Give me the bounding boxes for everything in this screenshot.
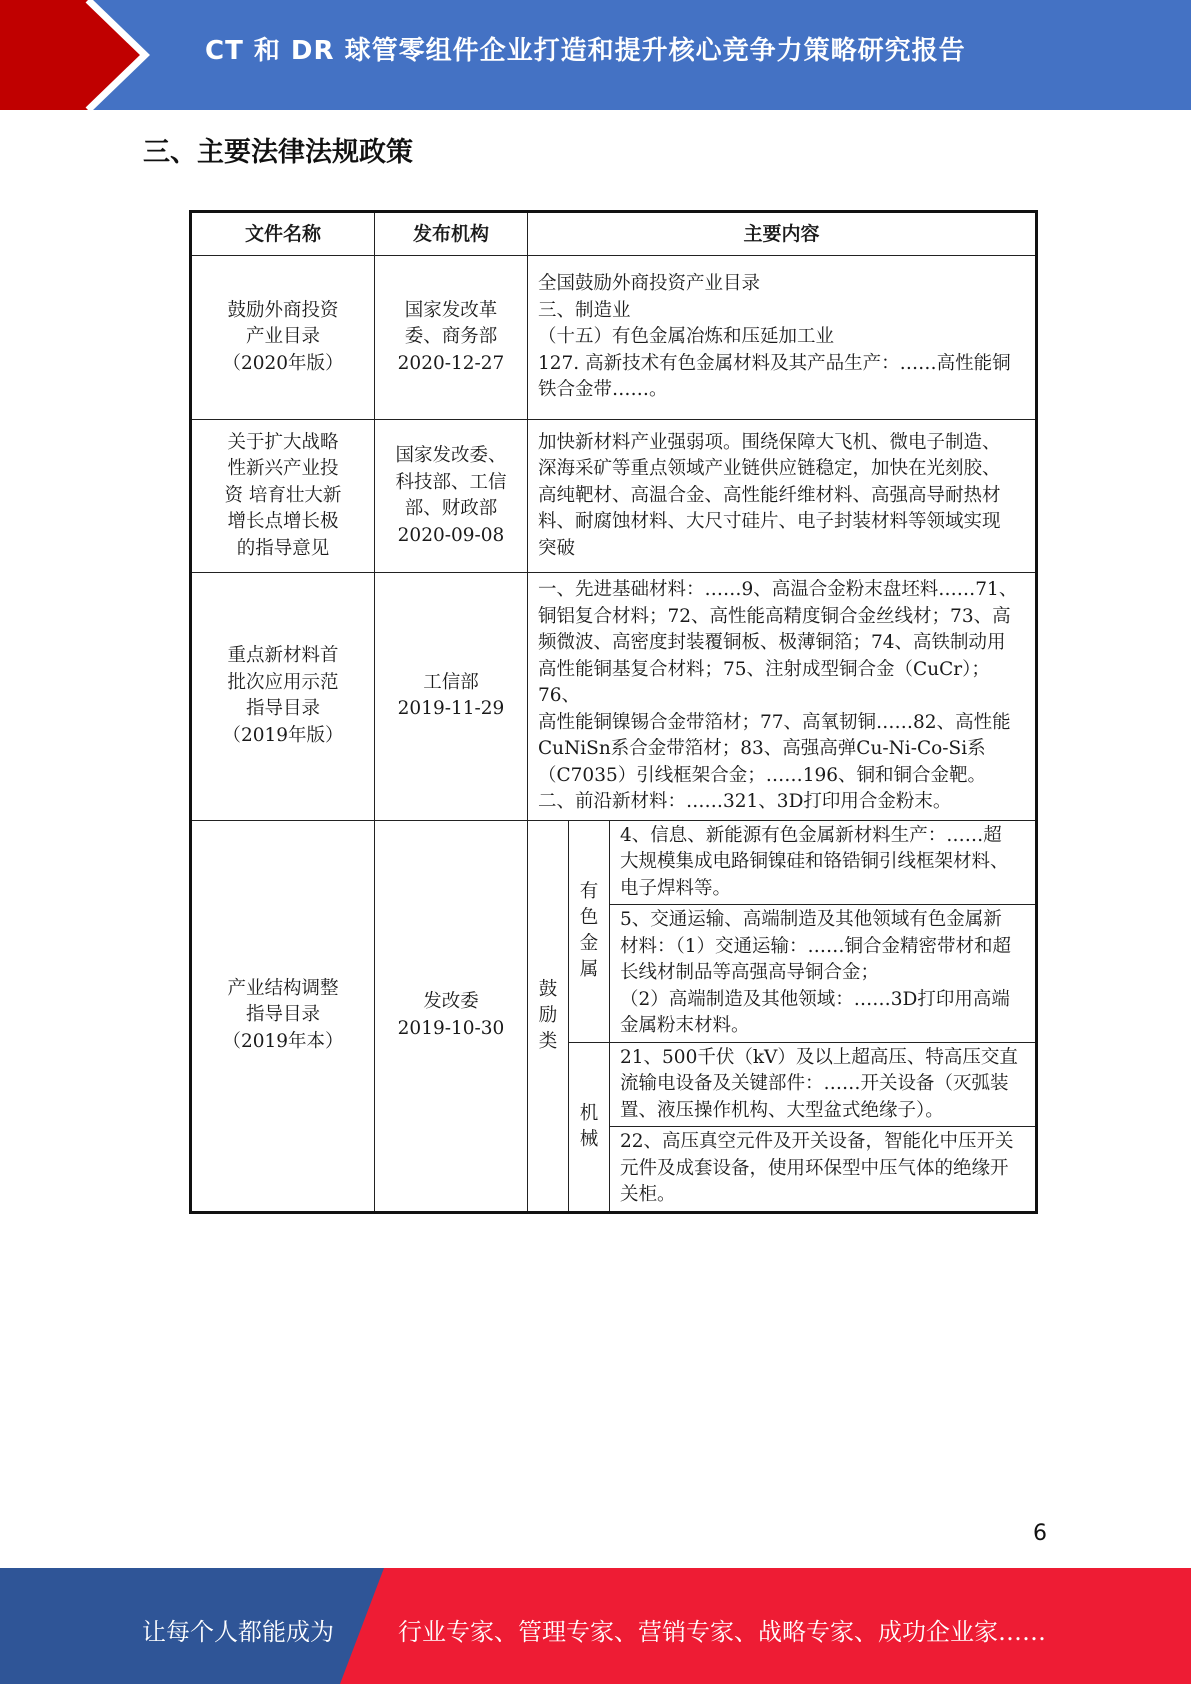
cell-org [375,420,528,573]
cell-doc-name [191,256,375,420]
table-row [191,256,1037,420]
text-line: 关柜。 [620,1184,676,1205]
text-line: 高性能铜镍锡合金带箔材；77、高氧韧铜……82、高性能 [538,711,1011,733]
text-line: （2）高端制造及其他领域：……3D打印用高端 [620,988,1010,1010]
text-line: 铜铝复合材料；72、高性能高精度铜合金丝线材；73、高 [538,605,1011,627]
cell-doc-name [191,420,375,573]
text-line: 2019-10-30 [397,1017,505,1039]
text-line: 2020-09-08 [397,524,505,546]
text-line: 指导目录 [245,698,320,720]
text-line: 流输电设备及关键部件：……开关设备（灭弧装 [620,1073,1009,1094]
vertical-char: 色 [579,907,599,928]
vertical-char: 械 [579,1128,599,1150]
text-line: 指导目录 [245,1004,320,1026]
text-line: 深海采矿等重点领域产业链供应链稳定，加快在光刻胶、 [538,458,1001,480]
policy-table [189,210,1038,1214]
page-footer-band [0,1568,1191,1684]
text-line: 21、500千伏（kV）及以上超高压、特高压交直 [620,1046,1018,1068]
text-line: 突破 [538,537,576,559]
text-line: 国家发改革 [404,299,498,321]
group-label-cell [569,820,610,1042]
text-line: 高纯靶材、高温合金、高性能纤维材料、高强高导耐热材 [538,484,1001,506]
text-line: 高性能铜基复合材料；75、注射成型铜合金（CuCr）；76、 [538,658,990,706]
text-line: 发改委 [423,991,479,1012]
text-line: 工信部 [423,671,479,693]
text-line: 产业结构调整 [227,977,339,999]
category-cell [528,820,569,1212]
subitem-cell [610,905,1037,1043]
footer-slogan-left: 让每个人都能成为 [142,1618,334,1646]
header-red-chevron [0,0,150,110]
text-line: 金属粉末材料。 [620,1015,750,1036]
text-line: 材料：（1）交通运输：……铜合金精密带材和超 [620,935,1012,957]
vertical-char: 属 [579,959,599,980]
vertical-char: 鼓 [538,978,558,1000]
text-line: 科技部、工信 [395,471,507,493]
cell-doc-name [191,820,375,1212]
text-line: （2020年版） [222,352,344,374]
column-header-org: 发布机构 [375,212,528,256]
page-header-band [0,0,1191,110]
subitem-cell [610,820,1037,905]
text-line: 二、前沿新材料：……321、3D打印用合金粉末。 [538,791,952,812]
text-line: 料、耐腐蚀材料、大尺寸硅片、电子封装材料等领域实现 [538,511,1001,533]
text-line: 一、先进基础材料：……9、高温合金粉末盘坯料……71、 [538,579,1018,600]
text-line: 性新兴产业投 [227,458,339,480]
text-line: 鼓励外商投资 [227,299,339,321]
text-line: 增长点增长极 [227,511,339,533]
table-row [191,573,1037,821]
text-line: 资 培育壮大新 [224,484,342,506]
text-line: （2019年版） [222,724,344,746]
text-line: 三、制造业 [538,299,631,321]
text-line: 部、财政部 [404,498,498,519]
vertical-char: 类 [538,1030,558,1052]
text-line: 4、信息、新能源有色金属新材料生产：……超 [620,824,1002,846]
text-line: 长线材制品等高强高导铜合金； [620,962,880,983]
cell-org [375,256,528,420]
table-row [191,420,1037,573]
text-line: CuNiSn系合金带箔材；83、高强高弹Cu-Ni-Co-Si系 [538,738,986,759]
text-line: 产业目录 [245,326,320,348]
text-line: 委、商务部 [404,326,498,348]
text-line: 批次应用示范 [227,671,339,693]
column-header-name: 文件名称 [191,212,375,256]
group-label-cell [569,1042,610,1212]
column-header-content: 主要内容 [528,212,1037,256]
cell-org [375,573,528,821]
text-line: 铁合金带……。 [538,379,668,401]
vertical-char: 有 [579,881,599,902]
table-header-row [191,212,1037,256]
subitem-cell [610,1127,1037,1213]
text-line: 2019-11-29 [397,698,505,720]
text-line: （十五）有色金属冶炼和压延加工业 [538,326,835,348]
text-line: 频微波、高密度封装覆铜板、极薄铜箔；74、高铁制动用 [538,632,1006,653]
text-line: （C7035）引线框架合金；……196、铜和铜合金靶。 [538,764,987,786]
vertical-char: 金 [579,933,599,954]
text-line: 元件及成套设备，使用环保型中压气体的绝缘开 [620,1157,1009,1179]
text-line: 127. 高新技术有色金属材料及其产品生产：……高性能铜 [538,352,1011,374]
text-line: 22、高压真空元件及开关设备，智能化中压开关 [620,1131,1014,1152]
text-line: 电子焊料等。 [620,877,732,899]
cell-content [528,256,1037,420]
document-title: CT 和 DR 球管零组件企业打造和提升核心竞争力策略研究报告 [205,36,966,66]
text-line: 2020-12-27 [397,352,505,374]
vertical-char: 励 [538,1004,558,1026]
cell-doc-name [191,573,375,821]
text-line: 重点新材料首 [227,645,339,667]
text-line: 加快新材料产业强弱项。围绕保障大飞机、微电子制造、 [538,431,1001,453]
text-line: 5、交通运输、高端制造及其他领域有色金属新 [620,909,1002,930]
text-line: （2019年本） [222,1030,344,1052]
text-line: 置、液压操作机构、大型盆式绝缘子）。 [620,1099,944,1121]
table-row [191,820,1037,905]
text-line: 大规模集成电路铜镍硅和铬锆铜引线框架材料、 [620,851,1009,872]
footer-slogan-right: 行业专家、管理专家、营销专家、战略专家、成功企业家…… [398,1618,1046,1646]
page-number: 6 [1033,1521,1047,1546]
text-line: 关于扩大战略 [227,431,339,453]
vertical-char: 机 [579,1102,599,1124]
text-line: 的指导意见 [236,537,330,559]
subitem-cell [610,1042,1037,1127]
cell-org [375,820,528,1212]
cell-content [528,573,1037,821]
cell-content [528,420,1037,573]
text-line: 全国鼓励外商投资产业目录 [538,273,761,295]
section-heading: 三、主要法律法规政策 [143,137,413,168]
text-line: 国家发改委、 [395,445,507,466]
